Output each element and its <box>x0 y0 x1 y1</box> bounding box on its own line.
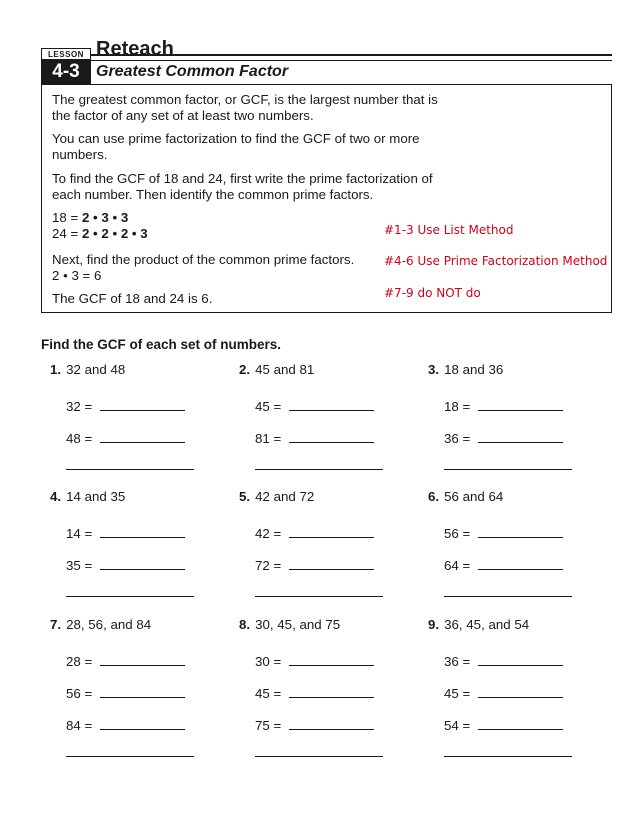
factor-answer-blank[interactable] <box>289 718 374 730</box>
factor-line <box>255 399 374 414</box>
factor-line-label: 45 = <box>255 399 282 414</box>
factor-line-label: 81 = <box>255 431 282 446</box>
factor-line-label: 30 = <box>255 654 282 669</box>
problem-number: 5. <box>239 489 251 504</box>
factor-line-label: 84 = <box>66 718 93 733</box>
equation-24-left: 24 = <box>52 226 82 241</box>
factor-answer-blank[interactable] <box>289 526 374 538</box>
problem-text: 42 and 72 <box>255 489 315 504</box>
note-prime-method: #4-6 Use Prime Factorization Method <box>384 254 608 268</box>
factor-answer-blank[interactable] <box>289 558 374 570</box>
gcf-answer-line[interactable] <box>66 469 194 470</box>
problem-3-title <box>428 362 503 377</box>
factor-line <box>66 686 185 701</box>
factor-answer-blank[interactable] <box>478 431 563 443</box>
factor-line-label: 45 = <box>255 686 282 701</box>
factor-line <box>255 654 374 669</box>
problem-text: 45 and 81 <box>255 362 315 377</box>
problem-5-title <box>239 489 314 504</box>
problem-text: 30, 45, and 75 <box>255 617 341 632</box>
gcf-answer-line[interactable] <box>66 756 194 757</box>
factor-line-label: 36 = <box>444 431 471 446</box>
factor-answer-blank[interactable] <box>478 718 563 730</box>
note-list-method: #1-3 Use List Method <box>384 223 514 237</box>
factor-answer-blank[interactable] <box>100 686 185 698</box>
equation-24-factors: 2 • 2 • 2 • 3 <box>81 226 148 241</box>
gcf-answer-line[interactable] <box>444 596 572 597</box>
factor-line-label: 54 = <box>444 718 471 733</box>
factor-answer-blank[interactable] <box>478 526 563 538</box>
factor-line <box>444 558 563 573</box>
gcf-answer-line[interactable] <box>444 469 572 470</box>
problem-number: 8. <box>239 617 251 632</box>
equation-24 <box>52 226 148 242</box>
factor-line <box>444 686 563 701</box>
factor-answer-blank[interactable] <box>289 431 374 443</box>
factor-line <box>444 399 563 414</box>
factor-line <box>255 526 374 541</box>
equation-product: 2 • 3 = 6 <box>52 268 102 283</box>
gcf-answer-line[interactable] <box>255 596 383 597</box>
factor-answer-blank[interactable] <box>289 654 374 666</box>
factor-line-label: 36 = <box>444 654 471 669</box>
problem-text: 18 and 36 <box>444 362 504 377</box>
factor-line <box>66 654 185 669</box>
gcf-answer-line[interactable] <box>444 756 572 757</box>
factor-line <box>255 558 374 573</box>
problem-9-title <box>428 617 529 632</box>
explanation-p2-line2: numbers. <box>52 147 108 162</box>
factor-line-label: 32 = <box>66 399 93 414</box>
equation-18 <box>52 210 128 226</box>
problem-number: 6. <box>428 489 440 504</box>
problem-2-title <box>239 362 314 377</box>
factor-line-label: 14 = <box>66 526 93 541</box>
exercises-heading: Find the GCF of each set of numbers. <box>41 337 282 352</box>
factor-answer-blank[interactable] <box>478 686 563 698</box>
factor-line-label: 18 = <box>444 399 471 414</box>
gcf-answer-line[interactable] <box>255 756 383 757</box>
factor-answer-blank[interactable] <box>289 399 374 411</box>
factor-answer-blank[interactable] <box>100 654 185 666</box>
problem-1-title <box>50 362 125 377</box>
factor-line-label: 56 = <box>444 526 471 541</box>
gcf-answer-line[interactable] <box>66 596 194 597</box>
problem-number: 2. <box>239 362 251 377</box>
factor-answer-blank[interactable] <box>100 431 185 443</box>
explanation-p5: The GCF of 18 and 24 is 6. <box>52 291 213 306</box>
factor-line <box>444 526 563 541</box>
problem-number: 3. <box>428 362 440 377</box>
factor-line <box>66 399 185 414</box>
page-title: Reteach <box>96 38 174 60</box>
explanation-p1-line2: the factor of any set of at least two numbers. <box>52 108 314 123</box>
factor-line-label: 56 = <box>66 686 93 701</box>
factor-line <box>66 431 185 446</box>
factor-line-label: 75 = <box>255 718 282 733</box>
factor-line <box>444 431 563 446</box>
explanation-p4: Next, find the product of the common prime factors. <box>52 252 355 267</box>
problem-number: 7. <box>50 617 62 632</box>
factor-answer-blank[interactable] <box>100 558 185 570</box>
factor-answer-blank[interactable] <box>289 686 374 698</box>
factor-line-label: 48 = <box>66 431 93 446</box>
factor-line <box>66 558 185 573</box>
factor-line-label: 35 = <box>66 558 93 573</box>
problem-6-title <box>428 489 503 504</box>
factor-line-label: 28 = <box>66 654 93 669</box>
factor-line <box>255 431 374 446</box>
gcf-answer-line[interactable] <box>255 469 383 470</box>
explanation-p2-line1: You can use prime factorization to find the GCF of two or more <box>52 131 420 146</box>
lesson-number: 4-3 <box>41 60 91 84</box>
note-do-not-do: #7-9 do NOT do <box>384 286 481 300</box>
equation-18-left: 18 = <box>52 210 82 225</box>
factor-line <box>66 526 185 541</box>
problem-7-title <box>50 617 151 632</box>
factor-line-label: 42 = <box>255 526 282 541</box>
problem-text: 14 and 35 <box>66 489 126 504</box>
problem-text: 32 and 48 <box>66 362 126 377</box>
problem-8-title <box>239 617 340 632</box>
problem-number: 1. <box>50 362 62 377</box>
factor-answer-blank[interactable] <box>100 526 185 538</box>
problem-4-title <box>50 489 125 504</box>
factor-line <box>444 654 563 669</box>
problem-text: 36, 45, and 54 <box>444 617 530 632</box>
problem-number: 9. <box>428 617 440 632</box>
page-subtitle: Greatest Common Factor <box>96 63 289 80</box>
factor-line <box>255 686 374 701</box>
factor-line <box>255 718 374 733</box>
factor-answer-blank[interactable] <box>478 654 563 666</box>
factor-line <box>444 718 563 733</box>
factor-line <box>66 718 185 733</box>
equation-18-factors: 2 • 3 • 3 <box>81 210 129 225</box>
factor-line-label: 64 = <box>444 558 471 573</box>
explanation-p3-line1: To find the GCF of 18 and 24, first write the prime factorization of <box>52 171 433 186</box>
factor-answer-blank[interactable] <box>478 558 563 570</box>
problem-text: 56 and 64 <box>444 489 504 504</box>
problem-text: 28, 56, and 84 <box>66 617 152 632</box>
explanation-p1-line1: The greatest common factor, or GCF, is the largest number that is <box>52 92 438 107</box>
explanation-p3-line2: each number. Then identify the common prime factors. <box>52 187 374 202</box>
factor-answer-blank[interactable] <box>100 399 185 411</box>
factor-answer-blank[interactable] <box>100 718 185 730</box>
lesson-label: LESSON <box>41 48 91 60</box>
problem-number: 4. <box>50 489 62 504</box>
factor-answer-blank[interactable] <box>478 399 563 411</box>
factor-line-label: 45 = <box>444 686 471 701</box>
factor-line-label: 72 = <box>255 558 282 573</box>
